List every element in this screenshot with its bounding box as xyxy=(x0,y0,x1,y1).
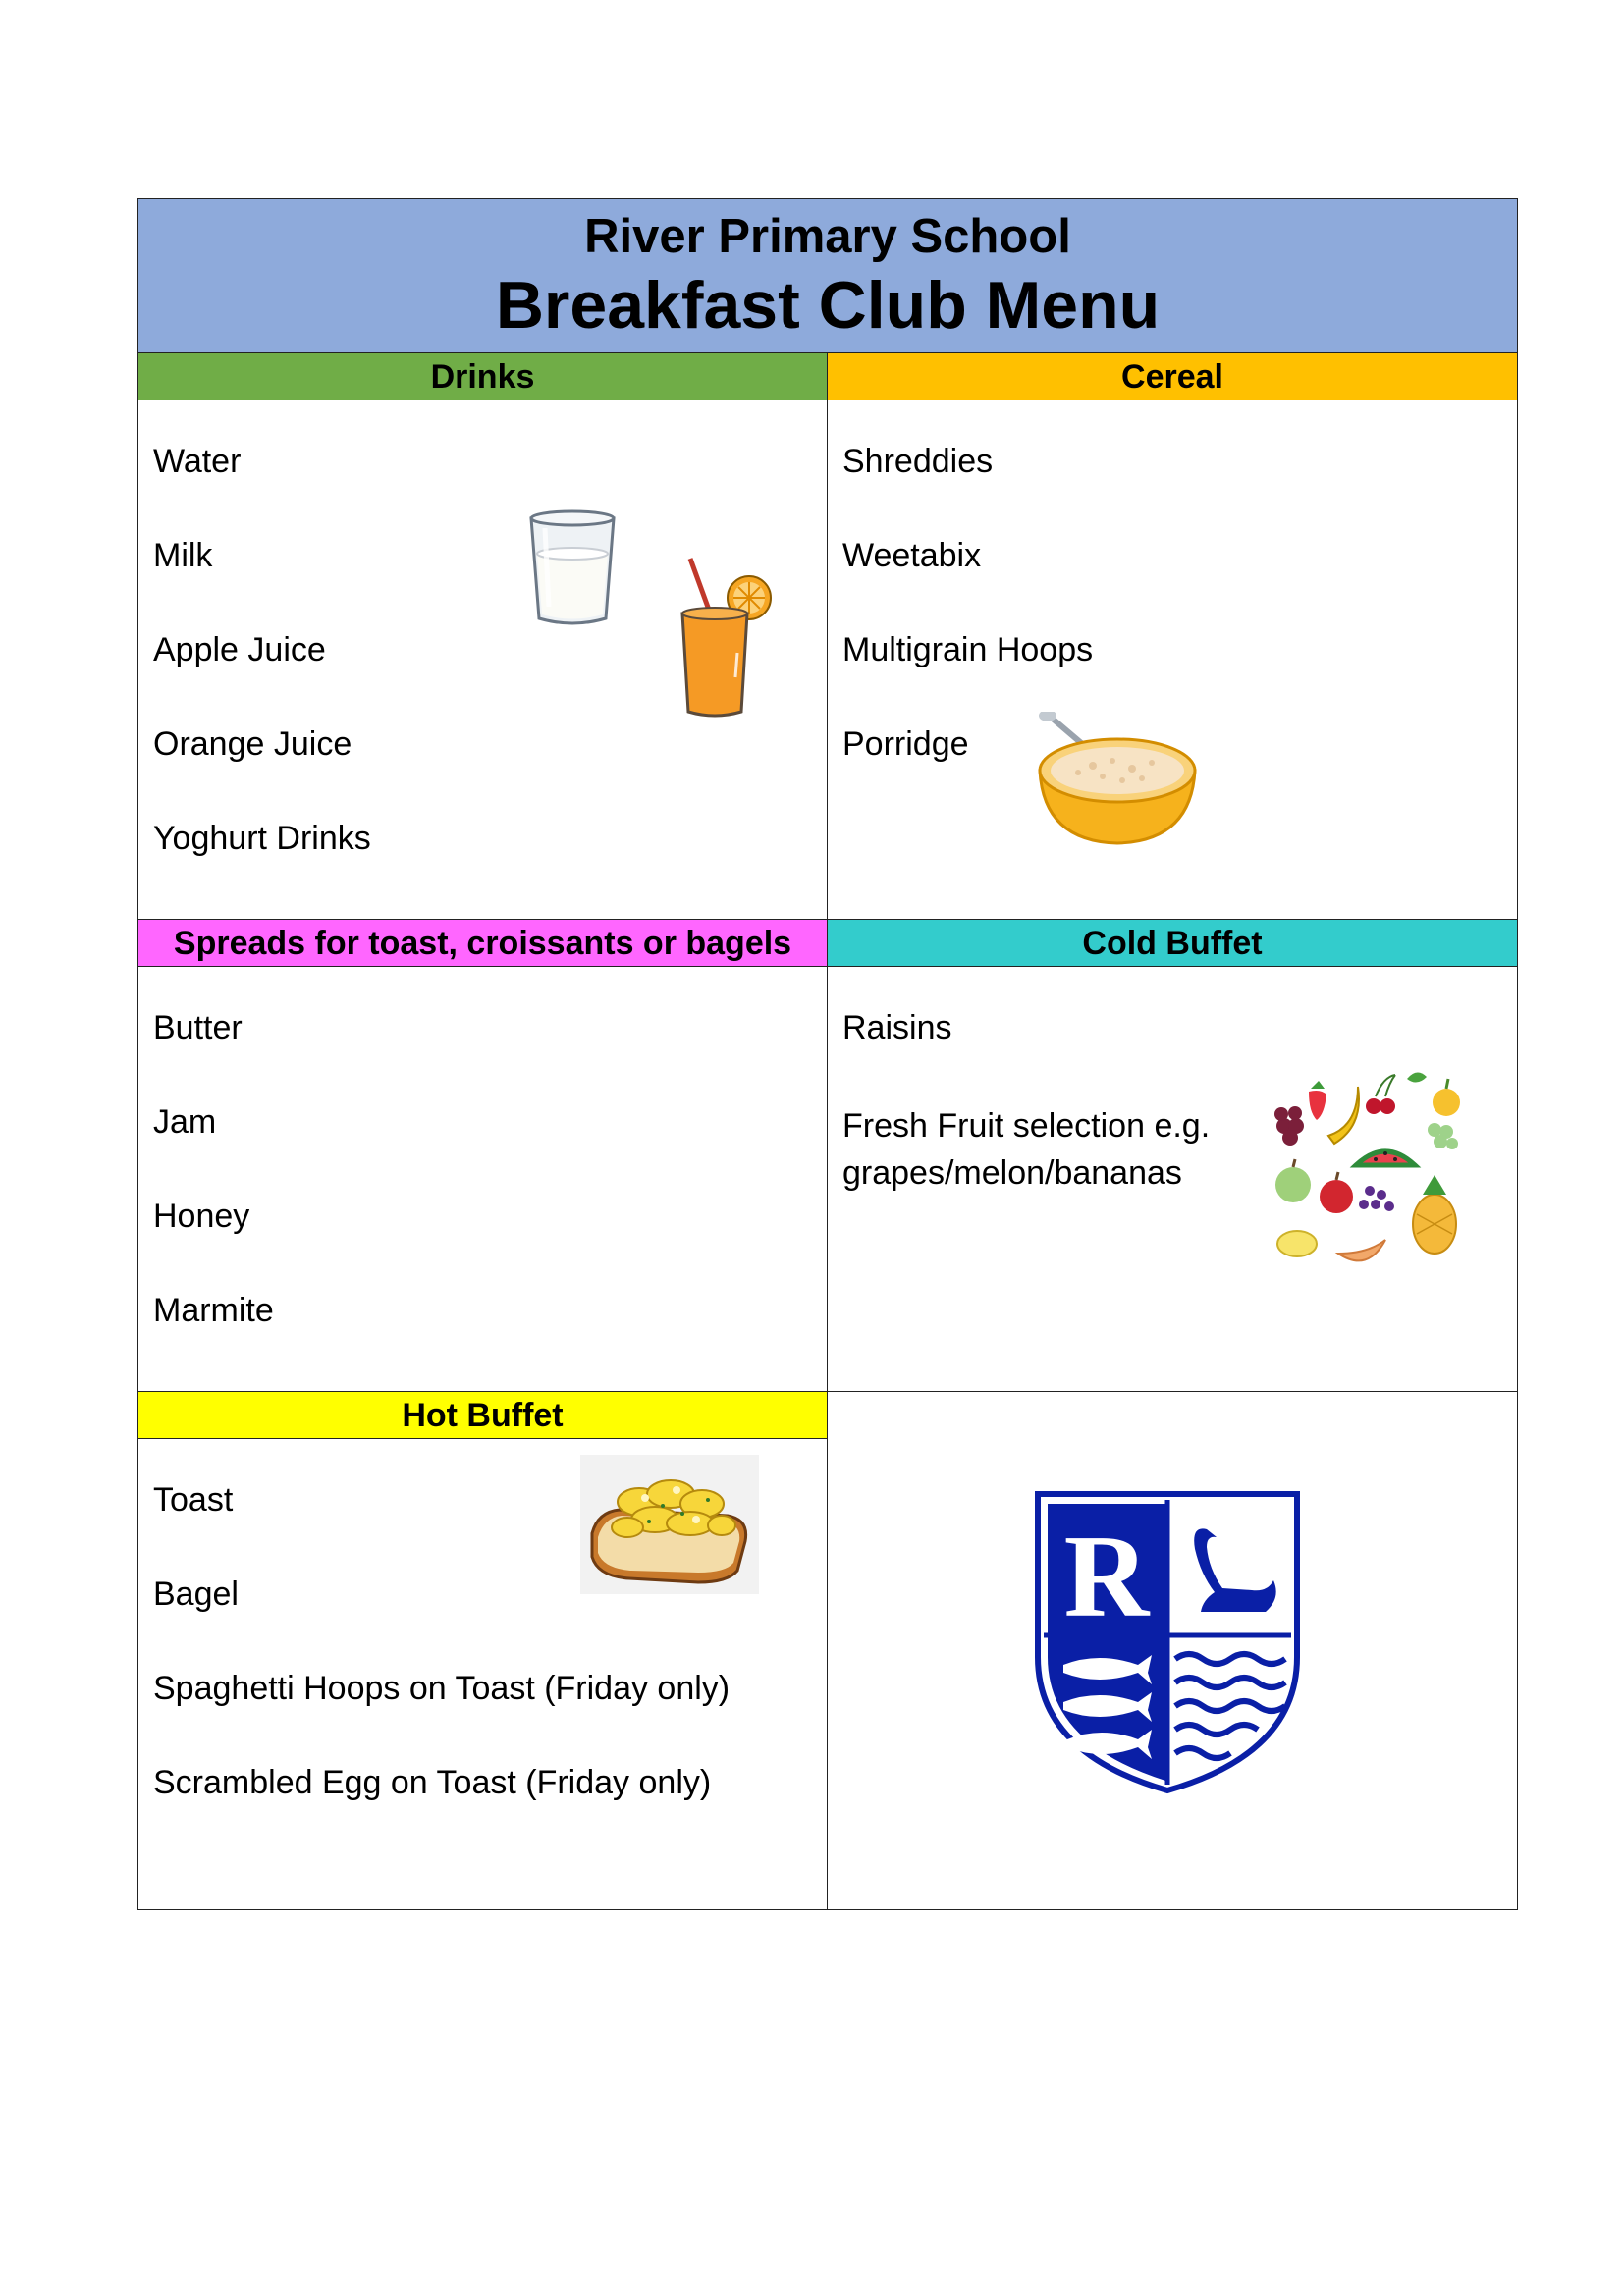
cereal-heading: Cereal xyxy=(828,353,1517,400)
spreads-item: Marmite xyxy=(153,1292,274,1329)
drinks-section xyxy=(138,353,828,919)
spreads-item: Honey xyxy=(153,1198,250,1235)
drinks-item: Water xyxy=(153,443,242,480)
orange-juice-icon xyxy=(678,555,772,721)
menu-row-1 xyxy=(138,353,1517,920)
cereal-section xyxy=(828,353,1517,919)
cereal-item: Porridge xyxy=(842,725,969,763)
cold-buffet-section xyxy=(828,920,1517,1391)
hot-buffet-item: Toast xyxy=(153,1481,234,1519)
crest-cell xyxy=(828,1392,1517,1909)
hot-buffet-item: Spaghetti Hoops on Toast (Friday only) xyxy=(153,1670,731,1707)
spreads-item: Jam xyxy=(153,1103,217,1141)
cold-buffet-item: Raisins xyxy=(842,1009,952,1046)
drinks-item: Apple Juice xyxy=(153,631,326,668)
school-crest-logo xyxy=(1034,1490,1301,1794)
scrambled-egg-toast-icon xyxy=(580,1455,759,1594)
cold-buffet-heading: Cold Buffet xyxy=(828,920,1517,967)
milk-glass-icon xyxy=(523,508,622,628)
drinks-item: Orange Juice xyxy=(153,725,352,763)
menu-title: Breakfast Club Menu xyxy=(495,268,1161,343)
hot-buffet-heading: Hot Buffet xyxy=(138,1392,827,1439)
fruit-selection-icon xyxy=(1270,1067,1476,1273)
cereal-item: Weetabix xyxy=(842,537,982,574)
spreads-item: Butter xyxy=(153,1009,243,1046)
cereal-item: Shreddies xyxy=(842,443,994,480)
cereal-item: Multigrain Hoops xyxy=(842,631,1094,668)
drinks-heading: Drinks xyxy=(138,353,827,400)
hot-buffet-item: Scrambled Egg on Toast (Friday only) xyxy=(153,1764,712,1801)
porridge-bowl-icon xyxy=(1034,712,1201,849)
breakfast-menu-table xyxy=(137,198,1518,1910)
menu-banner xyxy=(138,199,1517,353)
cold-buffet-item: Fresh Fruit selection e.g. grapes/melon/bananas xyxy=(842,1107,1211,1192)
drinks-item: Milk xyxy=(153,537,213,574)
spreads-heading: Spreads for toast, croissants or bagels xyxy=(138,920,827,967)
school-name: River Primary School xyxy=(584,210,1071,263)
drinks-item: Yoghurt Drinks xyxy=(153,820,371,857)
menu-row-2 xyxy=(138,920,1517,1392)
menu-row-3 xyxy=(138,1392,1517,1909)
spreads-section xyxy=(138,920,828,1391)
hot-buffet-item: Bagel xyxy=(153,1575,239,1613)
crest-letter: R xyxy=(1063,1511,1150,1641)
hot-buffet-section xyxy=(138,1392,828,1909)
